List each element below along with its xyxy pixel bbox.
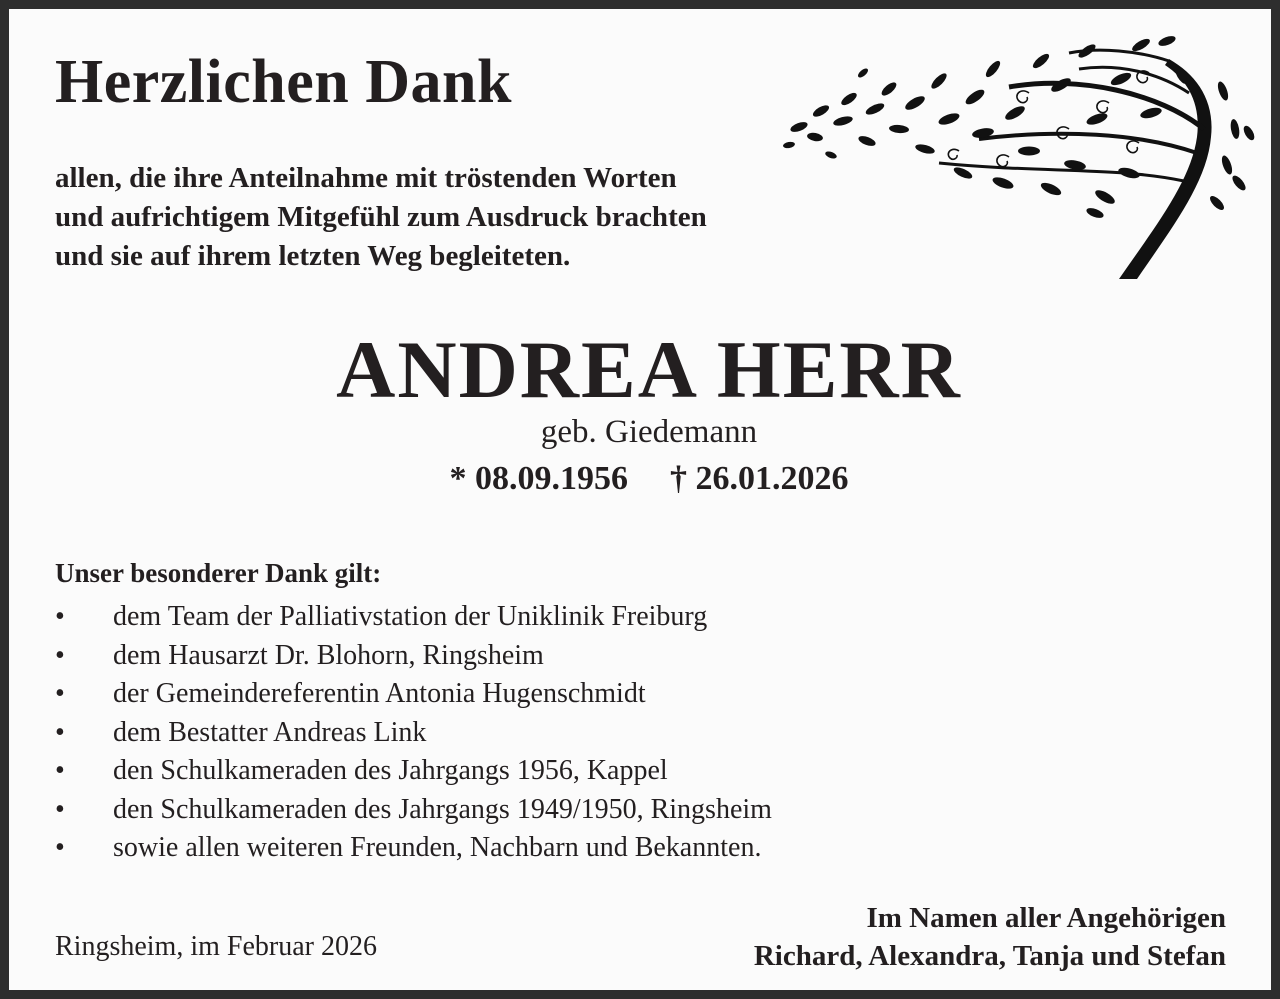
list-item xyxy=(55,637,772,676)
list-item-text: den Schulkameraden des Jahrgangs 1949/1950, Ringsheim xyxy=(113,793,772,825)
list-item-text: den Schulkameraden des Jahrgangs 1956, Kappel xyxy=(113,755,668,786)
deceased-name: ANDREA HERR xyxy=(336,324,962,415)
bullet-icon: • xyxy=(55,832,65,863)
signature-line: Im Namen aller Angehörigen xyxy=(866,902,1226,934)
list-item-text: der Gemeindereferentin Antonia Hugenschmidt xyxy=(113,678,646,709)
bullet-icon: • xyxy=(55,601,65,632)
bullet-icon: • xyxy=(55,716,65,748)
thanks-heading: Unser besonderer Dank gilt: xyxy=(55,558,382,588)
page-title: Herzlichen Dank xyxy=(55,48,512,116)
list-item xyxy=(55,675,772,714)
maiden-name: geb. Giedemann xyxy=(540,414,758,450)
intro-line: und sie auf ihrem letzten Weg begleiteten. xyxy=(55,240,571,272)
list-item xyxy=(55,752,772,791)
list-item-text: dem Team der Palliativstation der Uniklinik Freiburg xyxy=(113,601,708,632)
death-date: † 26.01.2026 xyxy=(670,460,849,497)
list-item-text: sowie allen weiteren Freunden, Nachbarn und Bekannten. xyxy=(113,832,762,863)
list-item xyxy=(55,791,772,830)
intro-line: allen, die ihre Anteilnahme mit tröstenden Worten xyxy=(55,162,677,194)
bullet-icon: • xyxy=(55,793,65,825)
intro-line: und aufrichtigem Mitgefühl zum Ausdruck brachten xyxy=(55,201,707,233)
signature xyxy=(754,899,1226,975)
list-item-text: dem Bestatter Andreas Link xyxy=(113,716,427,748)
bullet-icon: • xyxy=(55,755,65,786)
bullet-icon: • xyxy=(55,639,65,671)
list-item xyxy=(55,829,772,868)
place-date: Ringsheim, im Februar 2026 xyxy=(55,931,377,962)
list-item-text: dem Hausarzt Dr. Blohorn, Ringsheim xyxy=(113,639,544,671)
life-dates xyxy=(9,457,1280,501)
list-item xyxy=(55,598,772,637)
birth-date: * 08.09.1956 xyxy=(449,460,628,497)
list-item xyxy=(55,714,772,753)
bullet-icon: • xyxy=(55,678,65,709)
thanks-list xyxy=(55,598,772,868)
signature-names: Richard, Alexandra, Tanja und Stefan xyxy=(753,940,1226,972)
windswept-tree-icon xyxy=(779,33,1257,283)
intro-text xyxy=(55,159,707,276)
